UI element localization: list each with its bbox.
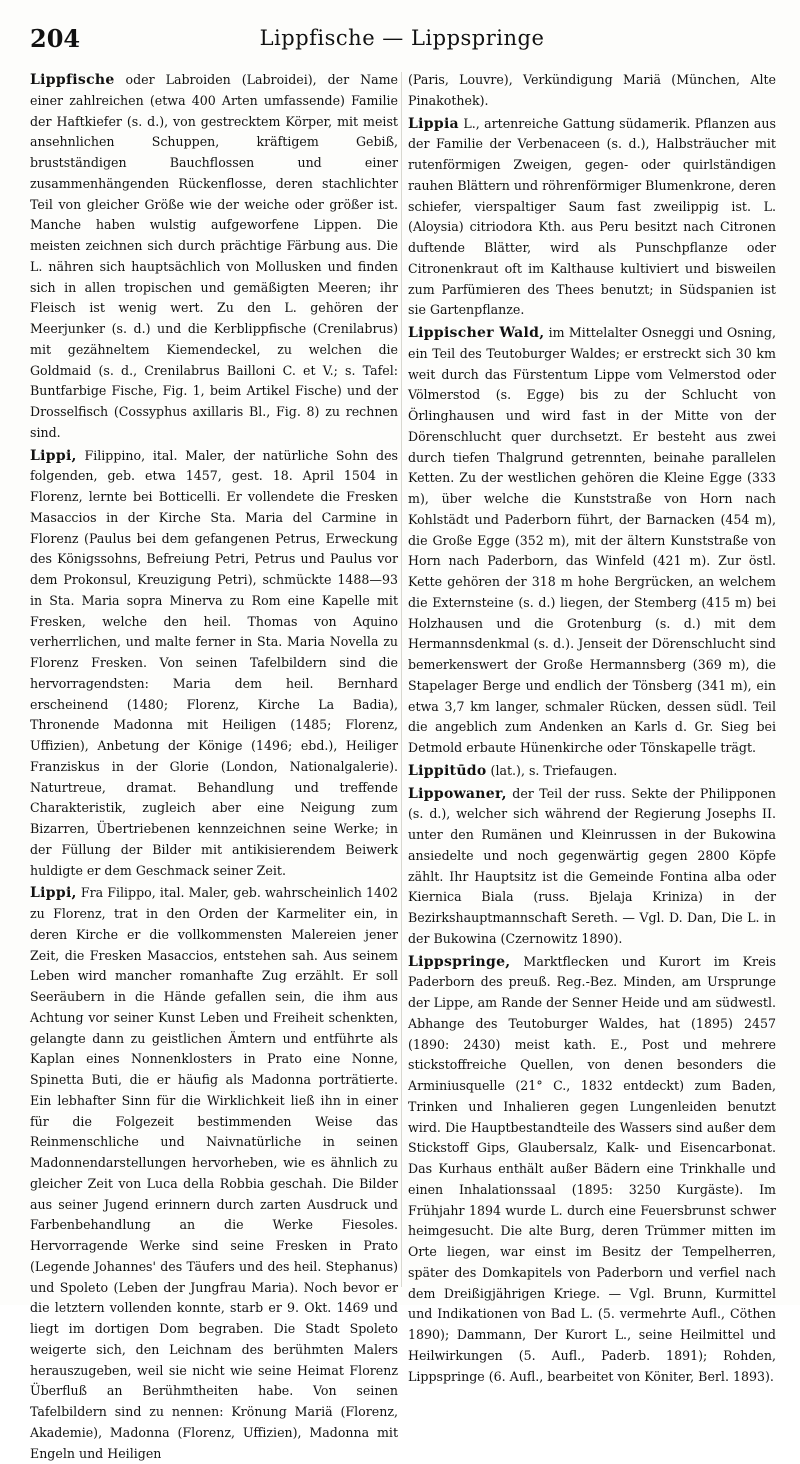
entry-headword: Lippischer Wald,: [408, 325, 545, 341]
entry-lippspringe: [408, 952, 776, 1388]
entry-lippowaner: [408, 784, 776, 950]
entry-headword: Lippitūdo: [408, 762, 487, 779]
entry-headword: Lippi,: [30, 885, 77, 902]
entry-text: im Mittelalter Osneggi und Osning, ein Teil des Teutoburger Waldes; er erstreckt sich 30 km weit durch das Fürstentum Lippe vom Velmerstod oder Völmerstod (s. Egge) bis zu der Schlucht von Örlinghausen und wird fast in der Mitte von der Dörenschlucht quer durchsetzt. Er besteht aus zwei durch tiefen Thalgrund getrennten, beinahe parallelen Ketten. Zu der westlichen gehören die Kleine Egge (333 m), über welche die Kunststraße von Horn nach Kohlstädt und Paderborn führt, der Barnacken (454 m), die Große Egge (352 m), mit der ältern Kunststraße von Horn nach Paderborn, das Winfeld (421 m). Zur östl. Kette gehören der 318 m hohe Bergrücken, an welchem die Externsteine (s. d.) liegen, der Stemberg (415 m) bei Holzhausen und die Grotenburg (s. d.) mit dem Hermannsdenkmal (s. d.). Jenseit der Dörenschlucht sind bemerkenswert der Große Hermannsberg (369 m), die Stapelager Berge und endlich der Tönsberg (341 m), ein etwa 3,7 km langer, schmaler Rücken, dessen südl. Teil die angeblich zum Andenken an Karls d. Gr. Sieg bei Detmold erbaute Hünenkirche oder Tönskapelle trägt.: [408, 325, 776, 755]
entry-text: L., artenreiche Gattung südamerik. Pflanzen aus der Familie der Verbenaceen (s. d.), Halbsträucher mit rutenförmigen Zweigen, gegen- oder quirlständigen rauhen Blättern und röhrenförmiger Blumenkrone, deren schiefer, vierspaltiger Saum fast zweilippig ist. L. (Aloysia) citriodora Kth. aus Peru besitzt nach Citronen duftende Blätter, wird als Punschpflanze oder Citronenkraut oft im Kalthause kultiviert und bisweilen zum Parfümieren des Thees benutzt; in Südspanien ist sie Gartenpflanze.: [408, 115, 776, 318]
entry-headword: Lippi,: [30, 447, 77, 464]
right-column: [408, 70, 776, 1384]
column-divider: [401, 72, 402, 1287]
entry-text: Fra Filippo, ital. Maler, geb. wahrscheinlich 1402 zu Florenz, trat in den Orden der Karmeliter ein, in deren Kirche er die vollkommensten Malereien jener Zeit, die Fresken Masaccios, entstehen sah. Aus seinem Leben wird mancher romanhafte Zug erzählt. Er soll Seeräubern in die Hände gefallen sein, die ihm aus Achtung vor seiner Kunst Leben und Freiheit schenkten, gelangte dann zu geistlichen Ämtern und entführte als Kaplan eines Nonnenklosters in Prato eine Nonne, Spinetta Buti, die er häufig als Madonna porträtierte. Ein lebhafter Sinn für die Wirklichkeit ließ ihn in einer für die Folgezeit bestimmenden Weise das Reinmenschliche und Naivnatürliche in seinen Madonnendarstellungen hervorheben, wie es ähnlich zu gleicher Zeit von Luca della Robbia geschah. Die Bilder aus seiner Jugend erinnern durch zarten Ausdruck und Farbenbehandlung an die Werke Fiesoles. Hervorragende Werke sind seine Fresken in Prato (Legende Johannes' des Täufers und des heil. Stephanus) und Spoleto (Leben der Jungfrau Maria). Noch bevor er die letztern vollenden konnte, starb er 9. Okt. 1469 und liegt im dortigen Dom begraben. Die Stadt Spoleto weigerte sich, den Leichnam des berühmten Malers herauszugeben, weil sie nicht wie seine Heimat Florenz Überfluß an Berühmtheiten habe. Von seinen Tafelbildern sind zu nennen: Krönung Mariä (Florenz, Akademie), Madonna (Florenz, Uffizien), Madonna mit Engeln und Heiligen: [30, 885, 398, 1461]
entry-lippi-fra-filippo: [30, 883, 398, 1464]
entry-headword: Lippowaner,: [408, 785, 507, 802]
entry-text: oder Labroiden (Labroidei), der Name einer zahlreichen (etwa 400 Arten umfassende) Familie der Haftkiefer (s. d.), von gestrecktem Körper, mit meist ansehnlichen Schuppen, kräftigem Gebiß, brustständigen Bauchflossen und einer zusammenhängenden Rückenflosse, deren stachlichter Teil von gleicher Größe wie der weiche oder größer ist. Manche haben wulstig aufgeworfene Lippen. Die meisten zeichnen sich durch prächtige Färbung aus. Die L. nähren sich hauptsächlich von Mollusken und finden sich in allen tropischen und gemäßigten Meeren; ihr Fleisch ist wenig wert. Zu den L. gehören der Meerjunker (s. d.) und die Kerblippfische (Crenilabrus) mit gezähneltem Kiemendeckel, zu welchen die Goldmaid (s. d., Crenilabrus Bailloni C. et V.; s. Tafel: Buntfarbige Fische, Fig. 1, beim Artikel Fische) und der Drosselfisch (Cossyphus axillaris Bl., Fig. 8) zu rechnen sind.: [30, 72, 398, 440]
entry-lippischer-wald: [408, 323, 776, 759]
left-column: [30, 70, 398, 1461]
entry-lippitudo: [408, 761, 776, 782]
page-number: 204: [30, 24, 81, 53]
entry-lippi-filippino: [30, 446, 398, 882]
entry-headword: Lippfische: [30, 72, 115, 88]
entry-lippia: [408, 114, 776, 322]
entry-text: Marktflecken und Kurort im Kreis Paderborn des preuß. Reg.-Bez. Minden, am Ursprunge der Lippe, am Rande der Senner Heide und am südwestl. Abhange des Teutoburger Waldes, hat (1895) 2457 (1890: 2430) meist kath. E., Post und mehrere stickstoffreiche Quellen, von denen besonders die Arminiusquelle (21° C., 1832 entdeckt) zum Baden, Trinken und Inhalieren gegen Lungenleiden benutzt wird. Die Hauptbestandteile des Wassers sind außer dem Stickstoff Gips, Glaubersalz, Kalk- und Eisencarbonat. Das Kurhaus enthält außer Bädern eine Trinkhalle und einen Inhalationssaal (1895: 3250 Kurgäste). Im Frühjahr 1894 wurde L. durch eine Feuersbrunst schwer heimgesucht. Die alte Burg, deren Trümmer mitten im Orte liegen, war einst im Besitz der Tempelherren, später des Domkapitels von Paderborn und verfiel nach dem Dreißigjährigen Kriege. — Vgl. Brunn, Kurmittel und Indikationen von Bad L. (5. vermehrte Aufl., Cöthen 1890); Dammann, Der Kurort L., seine Heilmittel und Heilwirkungen (5. Aufl., Paderb. 1891); Rohden, Lippspringe (6. Aufl., bearbeitet von Köniter, Berl. 1893).: [408, 953, 776, 1384]
entry-text: (lat.), s. Triefaugen.: [486, 762, 618, 778]
page-header: [30, 24, 774, 54]
entry-text: Filippino, ital. Maler, der natürliche Sohn des folgenden, geb. etwa 1457, gest. 18. April 1504 in Florenz, lernte bei Botticelli. Er vollendete die Fresken Masaccios in der Kirche Sta. Maria del Carmine in Florenz (Paulus bei dem gefangenen Petrus, Erweckung des Königssohns, Befreiung Petri, Petrus und Paulus vor dem Prokonsul, Kreuzigung Petri), schmückte 1488—93 in Sta. Maria sopra Minerva zu Rom eine Kapelle mit Fresken, welche den heil. Thomas von Aquino verherrlichen, und malte ferner in Sta. Maria Novella zu Florenz Fresken. Von seinen Tafelbildern sind die hervorragendsten: Maria dem heil. Bernhard erscheinend (1480; Florenz, Kirche La Badia), Thronende Madonna mit Heiligen (1485; Florenz, Uffizien), Anbetung der Könige (1496; ebd.), Heiliger Franziskus in der Glorie (London, Nationalgalerie). Naturtreue, dramat. Behandlung und treffende Charakteristik, zugleich aber eine Neigung zum Bizarren, Übertriebenen kennzeichnen seine Werke; in der Füllung der Bilder mit antikisierendem Beiwerk huldigte er dem Geschmack seiner Zeit.: [30, 447, 398, 878]
entry-headword: Lippspringe,: [408, 953, 511, 970]
entry-continuation: [408, 70, 776, 112]
entry-headword: Lippia: [408, 115, 459, 132]
entry-text: der Teil der russ. Sekte der Philipponen (s. d.), welcher sich während der Regierung Josephs II. unter den Rumänen und Kleinrussen in der Bukowina ansiedelte und noch gegenwärtig gegen 2800 Köpfe zählt. Ihr Hauptsitz ist die Gemeinde Fontina alba oder Kiernica Biala (russ. Bjelaja Kriniza) in der Bezirkshauptmannschaft Sereth. — Vgl. D. Dan, Die L. in der Bukowina (Czernowitz 1890).: [408, 785, 776, 946]
entry-text: (Paris, Louvre), Verkündigung Mariä (München, Alte Pinakothek).: [408, 72, 776, 108]
entry-lippfische: [30, 70, 398, 444]
running-head: Lippfische — Lippspringe: [259, 26, 545, 50]
